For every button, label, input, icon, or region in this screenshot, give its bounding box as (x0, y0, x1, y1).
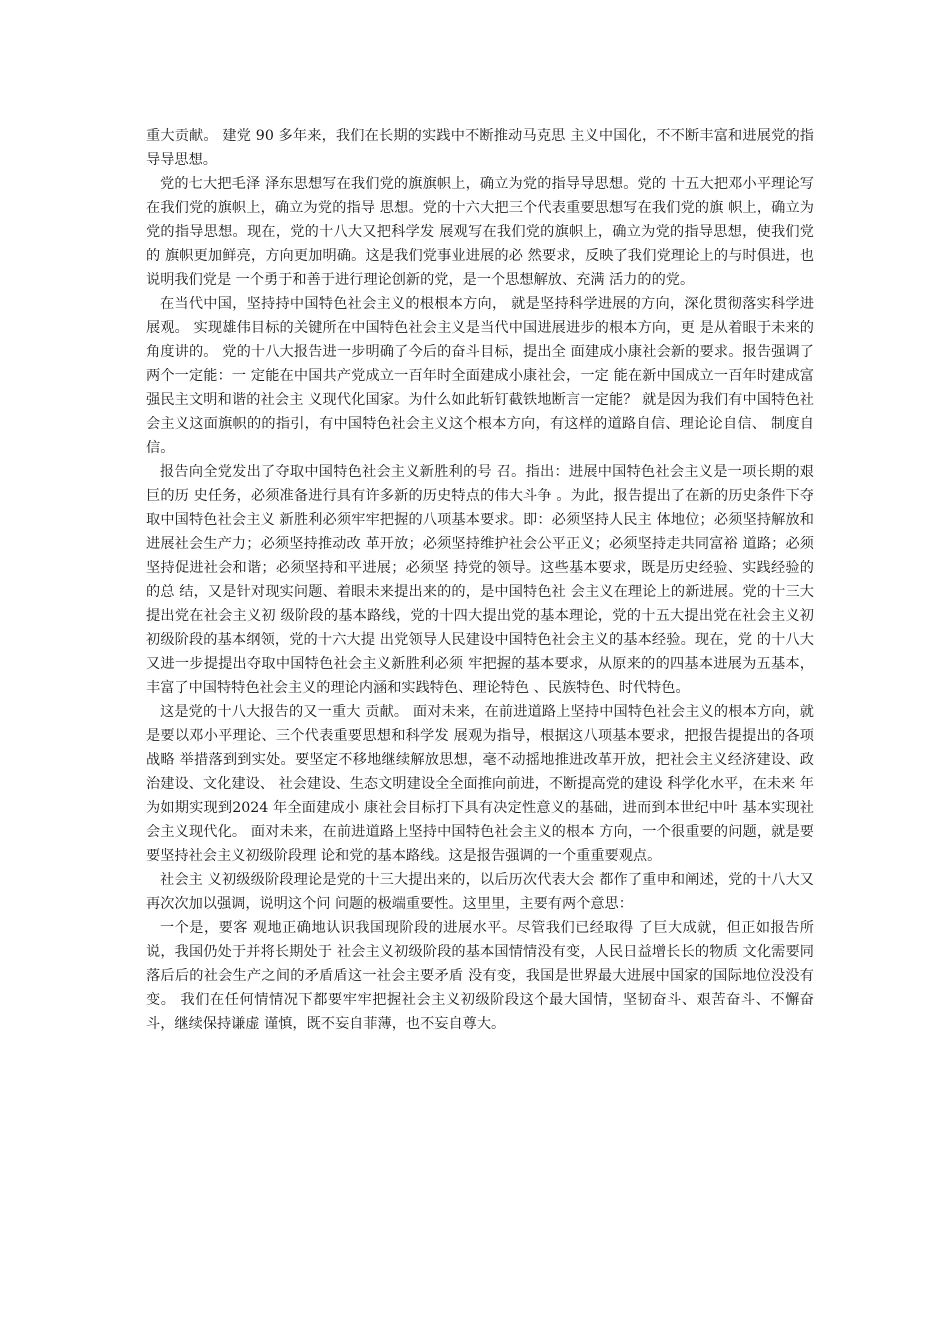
paragraph-3: 在当代中国，坚持持中国特色社会主义的根根本方向， 就是坚持科学进展的方向，深化贯彻落实科学进展观。 实现雄伟目标的关键所在中国特色社会主义是当代中国进展进步的根本方向，更 是从着眼于未来的角度讲的。 党的十八大报告进一步明确了今后的奋斗目标，提出全 面建成小康社会新的要求。报告强调了两个一定能：一 定能在中国共产党成立一百年时全面建成小康社会，一定 能在新中国成立一百年时建成富强民主文明和谐的社会主 义现代化国家。为什么如此斩钉截铁地断言一定能？ 就是因为我们有中国特色社会主义这面旗帜的的指引，有中国特色社会主义这个根本方向，有这样的道路自信、理论论自信、 制度自信。 (146, 296, 814, 456)
document-page (146, 124, 814, 1036)
paragraph-6: 社会主 义初级级阶段理论是党的十三大提出来的，以后历次代表大会 都作了重申和阐述，党的十八大又再次次加以强调，说明这个问 问题的极端重要性。这里里，主要有两个意思： (146, 872, 814, 912)
paragraph-2: 党的七大把毛泽 泽东思想写在我们党的旗旗帜上，确立为党的指导导思想。党的 十五大把邓小平理论写在我们党的旗帜上，确立为党的指导 思想。党的十六大把三个代表重要思想写在我们党的旗 帜上，确立为党的指导思想。现在，党的十八大又把科学发 展观写在我们党的旗帜上，确立为党的指导思想，使我们党的 旗帜更加鲜亮，方向更加明确。这是我们党事业进展的必 然要求，反映了我们党理论上的与时俱进，也说明我们党是 一个勇于和善于进行理论创新的党，是一个思想解放、充满 活力的的党。 (146, 176, 814, 288)
paragraph-7: 一个是，要客 观地正确地认识我国现阶段的进展水平。尽管我们已经取得 了巨大成就，但正如报告所说，我国仍处于并将长期处于 社会主义初级阶段的基本国情情没有变，人民日益增长长的物质 文化需要同落后后的社会生产之间的矛盾盾这一社会主要矛盾 没有变，我国是世界最大进展中国家的国际地位没没有变。 我们在任何情情况下都要牢牢把握社会主义初级阶段这个最大国情，坚韧奋斗、艰苦奋斗、不懈奋斗，继续保持谦虚 谨慎，既不妄自菲薄，也不妄自尊大。 (146, 920, 814, 1032)
paragraph-1: 重大贡献。 建党 90 多年来，我们在长期的实践中不断推动马克思 主义中国化，不不断丰富和进展党的指导导思想。 (146, 128, 814, 168)
paragraph-5: 这是党的十八大报告的又一重大 贡献。 面对未来，在前进道路上坚持中国特色社会主义的根本方向，就是要以邓小平理论、三个代表重要思想和科学发 展观为指导，根据这八项基本要求，把报告提提出的各项战略 举措落到到实处。要坚定不移地继续解放思想，毫不动摇地推进改革开放，把社会主义经济建设、政治建设、文化建设、 社会建设、生态文明建设全全面推向前进，不断提高党的建设 科学化水平，在未来 年为如期实现到2024 年全面建成小 康社会目标打下具有决定性意义的基础，进而到本世纪中叶 基本实现社会主义现代化。 面对未来，在前进道路上坚持中国特色社会主义的根本 方向，一个很重要的问题，就是要要坚持社会主义初级阶段理 论和党的基本路线。这是报告强调的一个重重要观点。 (146, 704, 814, 864)
paragraph-4: 报告向全党发出了夺取中国特色社会主义新胜利的号 召。指出：进展中国特色社会主义是一项长期的艰巨的历 史任务，必须准备进行具有许多新的历史特点的伟大斗争 。为此，报告提出了在新的历史条件下夺取中国特色社会主义 新胜利必须牢牢把握的八项基本要求。即：必须坚持人民主 体地位；必须坚持解放和进展社会生产力；必须坚持推动改 革开放；必须坚持维护社会公平正义；必须坚持走共同富裕 道路；必须坚持促进社会和谐；必须坚持和平进展；必须坚 持党的领导。这些基本要求，既是历史经验、实践经验的的总 结，又是针对现实问题、着眼未来提出来的的，是中国特色社 会主义在理论上的新进展。党的十三大提出党在社会主义初 级阶段的基本路线，党的十四大提出党的基本理论，党的十五大提出党在社会主义初初级阶段的基本纲领，党的十六大提 出党领导人民建设中国特色社会主义的基本经验。现在，党 的十八大又进一步提提出夺取中国特色社会主义新胜利必须 牢把握的基本要求，从原来的的四基本进展为五基本， 丰富了中国特特色社会主义的理论内涵和实践特色、理论特色 、民族特色、时代特色。 (146, 464, 814, 696)
